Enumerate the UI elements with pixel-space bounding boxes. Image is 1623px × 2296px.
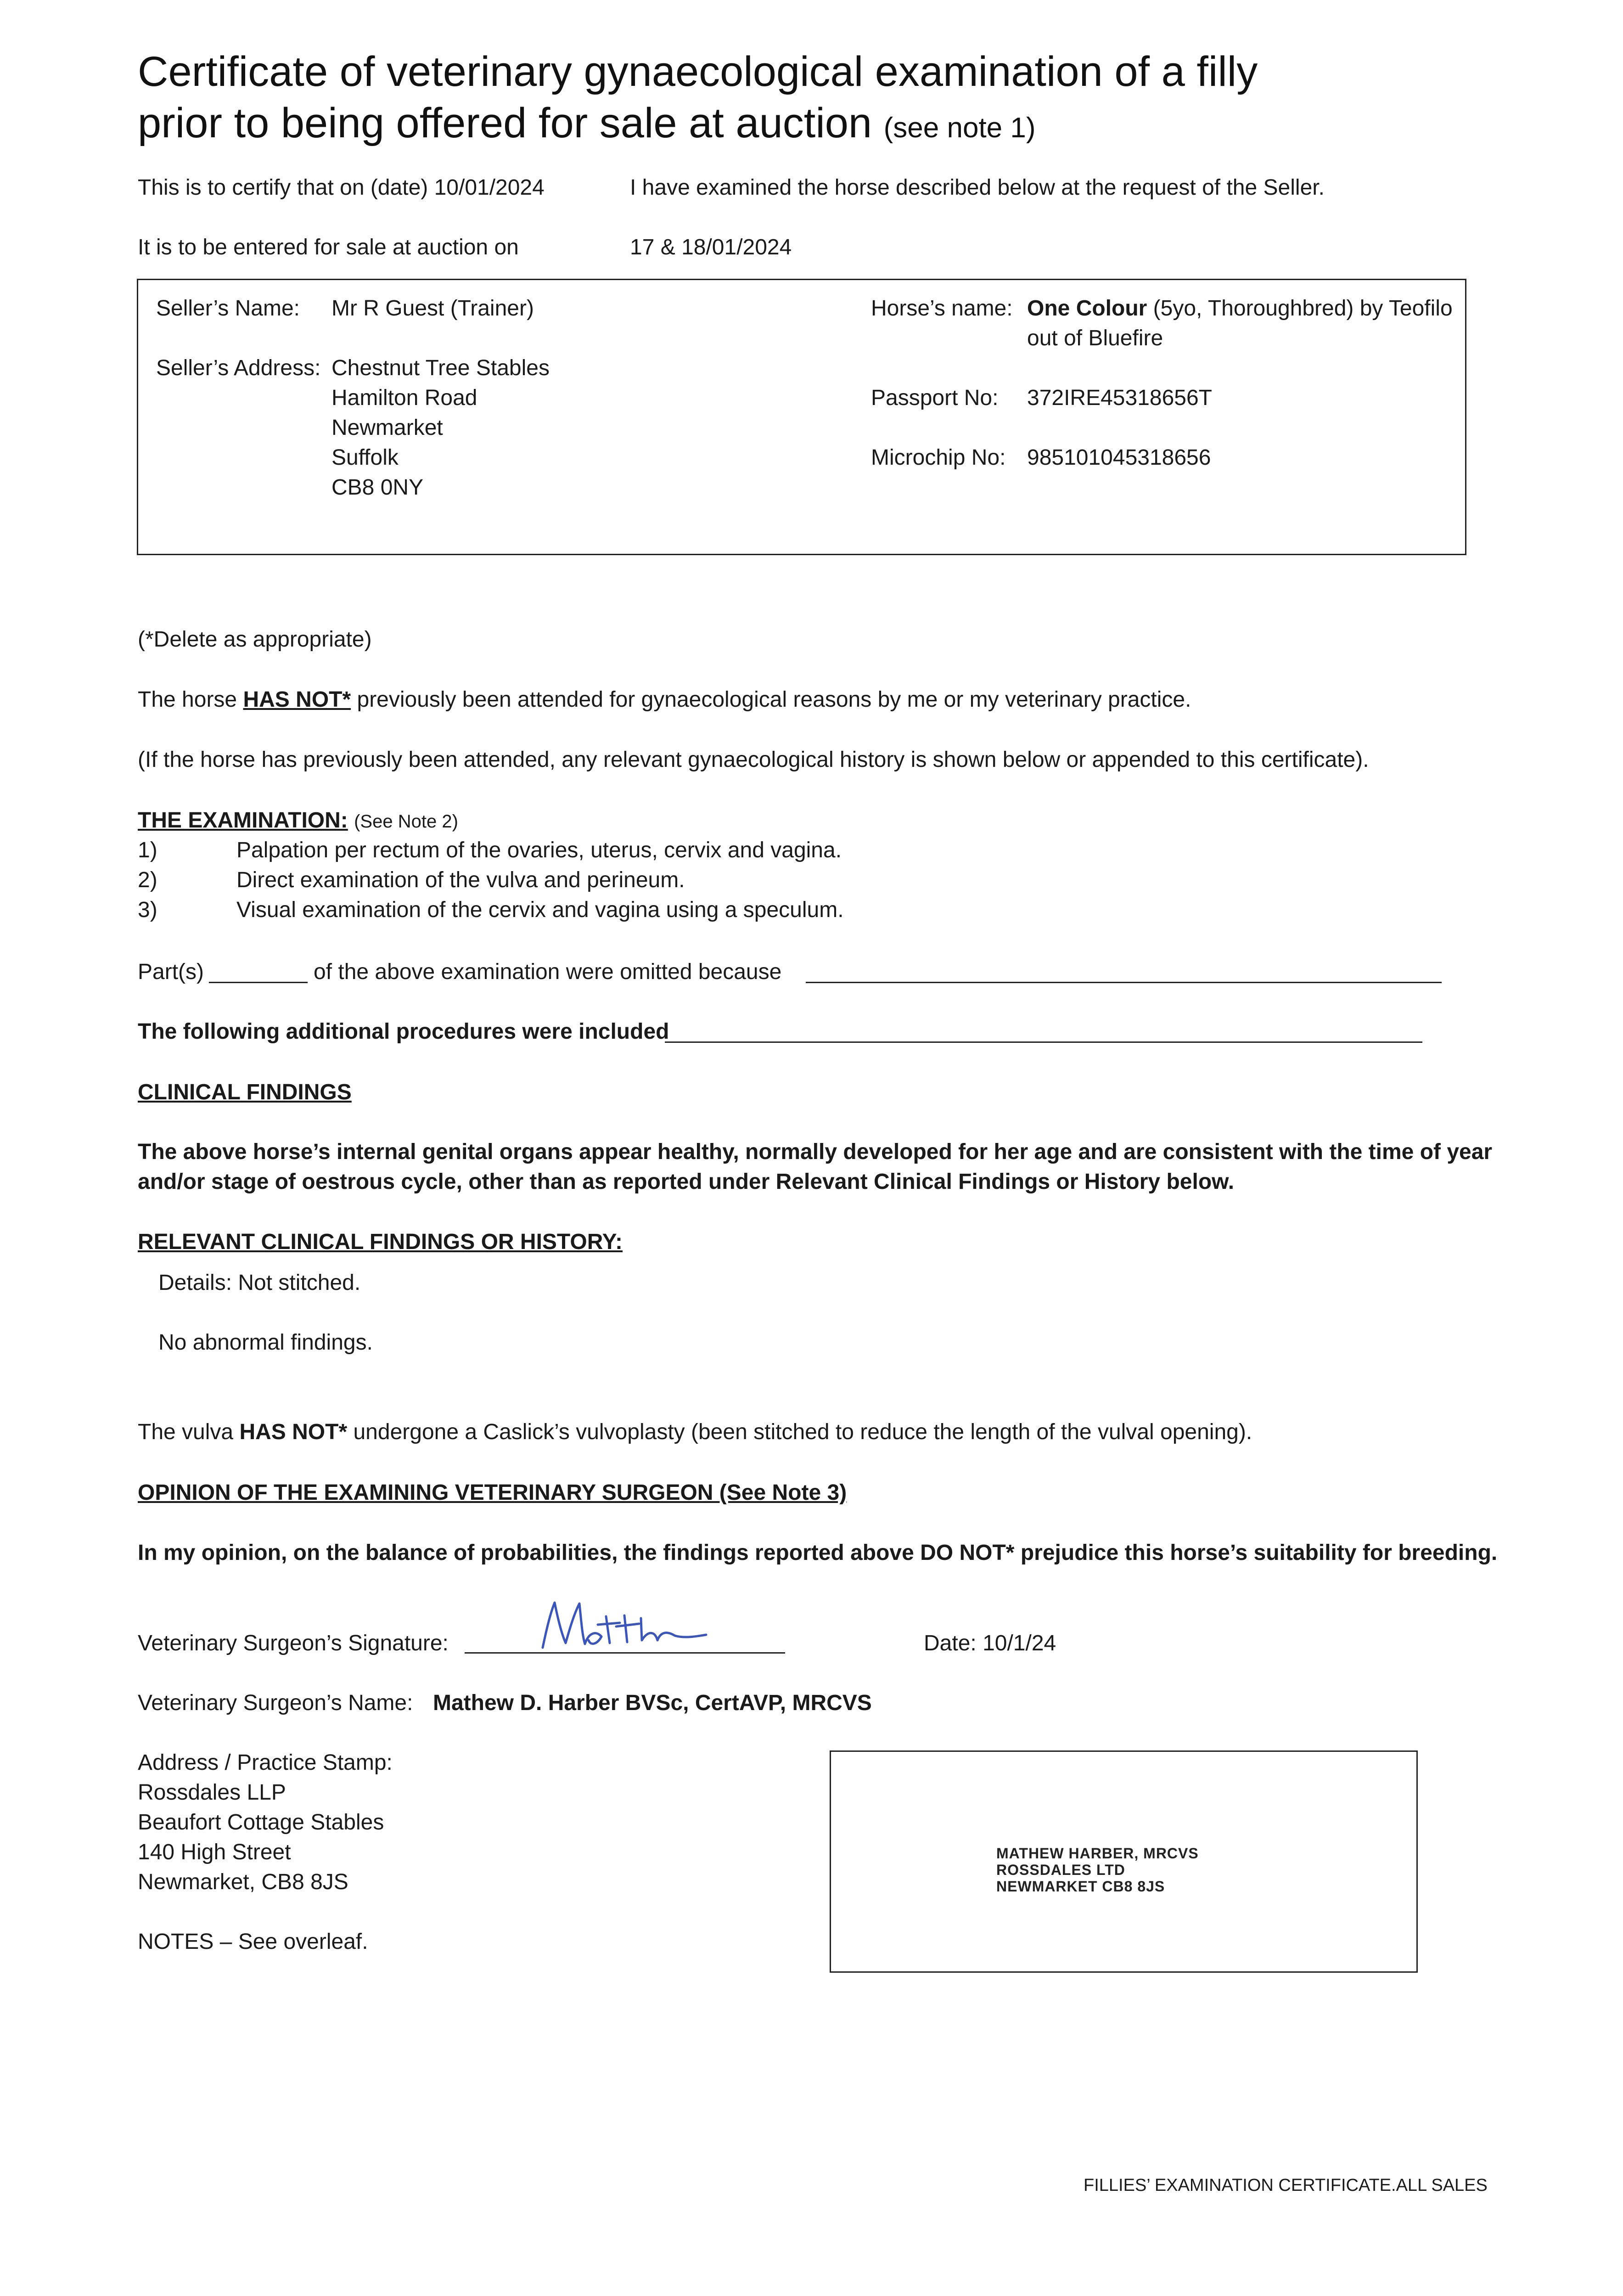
handwritten-signature-icon <box>537 1589 712 1658</box>
details-text: Details: Not stitched. <box>158 1271 361 1295</box>
vulva-pre: The vulva <box>138 1420 234 1444</box>
exam-item-3-num: 3) <box>138 898 157 922</box>
horse-name: One Colour <box>1027 296 1147 321</box>
practice-line-3: 140 High Street <box>138 1840 291 1864</box>
exam-item-3-text: Visual examination of the cervix and vagina using a speculum. <box>236 898 844 922</box>
passport-number: 372IRE45318656T <box>1027 386 1212 410</box>
attended-statement <box>138 687 1191 713</box>
microchip-number: 985101045318656 <box>1027 445 1211 470</box>
omitted-pre: Part(s) <box>138 960 204 984</box>
delete-note: (*Delete as appropriate) <box>138 627 372 652</box>
practice-line-2: Beaufort Cottage Stables <box>138 1810 384 1835</box>
practice-line-1: Rossdales LLP <box>138 1780 286 1805</box>
practice-label: Address / Practice Stamp: <box>138 1750 393 1775</box>
exam-item-2-text: Direct examination of the vulva and perineum. <box>236 868 685 892</box>
exam-item-2-num: 2) <box>138 868 157 892</box>
no-abnormal-findings: No abnormal findings. <box>158 1330 373 1355</box>
additional-procedures: The following additional procedures were included <box>138 1019 669 1044</box>
title-line-2-text: prior to being offered for sale at auction <box>138 100 872 146</box>
seller-name: Mr R Guest (Trainer) <box>331 296 534 321</box>
attended-post: previously been attended for gynaecological reasons by me or my veterinary practice. <box>357 687 1191 712</box>
omitted-reason-blank <box>806 982 1442 983</box>
signature-label: Veterinary Surgeon’s Signature: <box>138 1631 449 1655</box>
practice-line-4: Newmarket, CB8 8JS <box>138 1870 348 1894</box>
seller-name-label: Seller’s Name: <box>156 296 300 321</box>
additional-procedures-blank <box>665 1041 1422 1043</box>
certify-text: I have examined the horse described below at the request of the Seller. <box>630 175 1325 200</box>
vulva-post: undergone a Caslick’s vulvoplasty (been stitched to reduce the length of the vulval opening). <box>353 1420 1252 1444</box>
stamp-line-2: ROSSDALES LTD <box>996 1862 1125 1878</box>
clinical-heading: CLINICAL FINDINGS <box>138 1080 352 1104</box>
seller-address-4: Suffolk <box>331 445 399 470</box>
passport-label: Passport No: <box>871 386 999 410</box>
horse-name-line-2: out of Bluefire <box>1027 326 1163 350</box>
relevant-heading: RELEVANT CLINICAL FINDINGS OR HISTORY: <box>138 1230 623 1254</box>
horse-name-line-1 <box>1027 295 1453 322</box>
opinion-text: In my opinion, on the balance of probabilities, the findings reported above DO NOT* prejudice this horse’s suitability for breeding. <box>138 1541 1498 1565</box>
title-line-1: Certificate of veterinary gynaecological examination of a filly <box>138 48 1258 95</box>
microchip-label: Microchip No: <box>871 445 1006 470</box>
vulva-statement <box>138 1419 1252 1446</box>
clinical-text-2: and/or stage of oestrous cycle, other than as reported under Relevant Clinical Findings or History below. <box>138 1170 1235 1194</box>
stamp-line-3: NEWMARKET CB8 8JS <box>996 1878 1165 1895</box>
notes-overleaf: NOTES – See overleaf. <box>138 1930 368 1954</box>
history-note: (If the horse has previously been attended, any relevant gynaecological history is shown below or appended to this certificate). <box>138 748 1369 772</box>
exam-heading-row <box>138 807 458 834</box>
certificate-title <box>138 46 1515 154</box>
horse-name-label: Horse’s name: <box>871 296 1013 321</box>
sale-label: It is to be entered for sale at auction on <box>138 235 519 259</box>
seller-address-5: CB8 0NY <box>331 475 424 500</box>
clinical-text-1: The above horse’s internal genital organs appear healthy, normally developed for her age and are consistent with the time of year <box>138 1140 1493 1164</box>
footer-label: FILLIES’ EXAMINATION CERTIFICATE.ALL SALES <box>1084 2176 1488 2195</box>
omitted-parts-blank <box>209 982 308 983</box>
exam-item-1-text: Palpation per rectum of the ovaries, uterus, cervix and vagina. <box>236 838 842 862</box>
signature-date: Date: 10/1/24 <box>924 1631 1056 1655</box>
attended-pre: The horse <box>138 687 237 712</box>
seller-address-3: Newmarket <box>331 416 443 440</box>
vulva-bold: HAS NOT* <box>239 1420 348 1444</box>
stamp-line-1: MATHEW HARBER, MRCVS <box>996 1845 1199 1862</box>
exam-item-1-num: 1) <box>138 838 157 862</box>
seller-address-2: Hamilton Road <box>331 386 477 410</box>
surgeon-name: Mathew D. Harber BVSc, CertAVP, MRCVS <box>433 1691 872 1715</box>
sale-date: 17 & 18/01/2024 <box>630 235 792 259</box>
seller-address-label: Seller’s Address: <box>156 356 321 380</box>
title-note: (see note 1) <box>883 112 1036 144</box>
attended-bold: HAS NOT* <box>243 687 351 712</box>
surgeon-name-label: Veterinary Surgeon’s Name: <box>138 1691 413 1715</box>
opinion-heading: OPINION OF THE EXAMINING VETERINARY SURGEON (See Note 3) <box>138 1480 847 1505</box>
exam-note: (See Note 2) <box>354 811 458 832</box>
horse-name-rest: (5yo, Thoroughbred) by Teofilo <box>1153 296 1453 321</box>
exam-heading: THE EXAMINATION: <box>138 808 348 833</box>
title-line-2 <box>138 97 1515 154</box>
certify-date-label: This is to certify that on (date) 10/01/2024 <box>138 175 545 200</box>
seller-address-1: Chestnut Tree Stables <box>331 356 550 380</box>
omitted-post: of the above examination were omitted because <box>314 960 782 984</box>
